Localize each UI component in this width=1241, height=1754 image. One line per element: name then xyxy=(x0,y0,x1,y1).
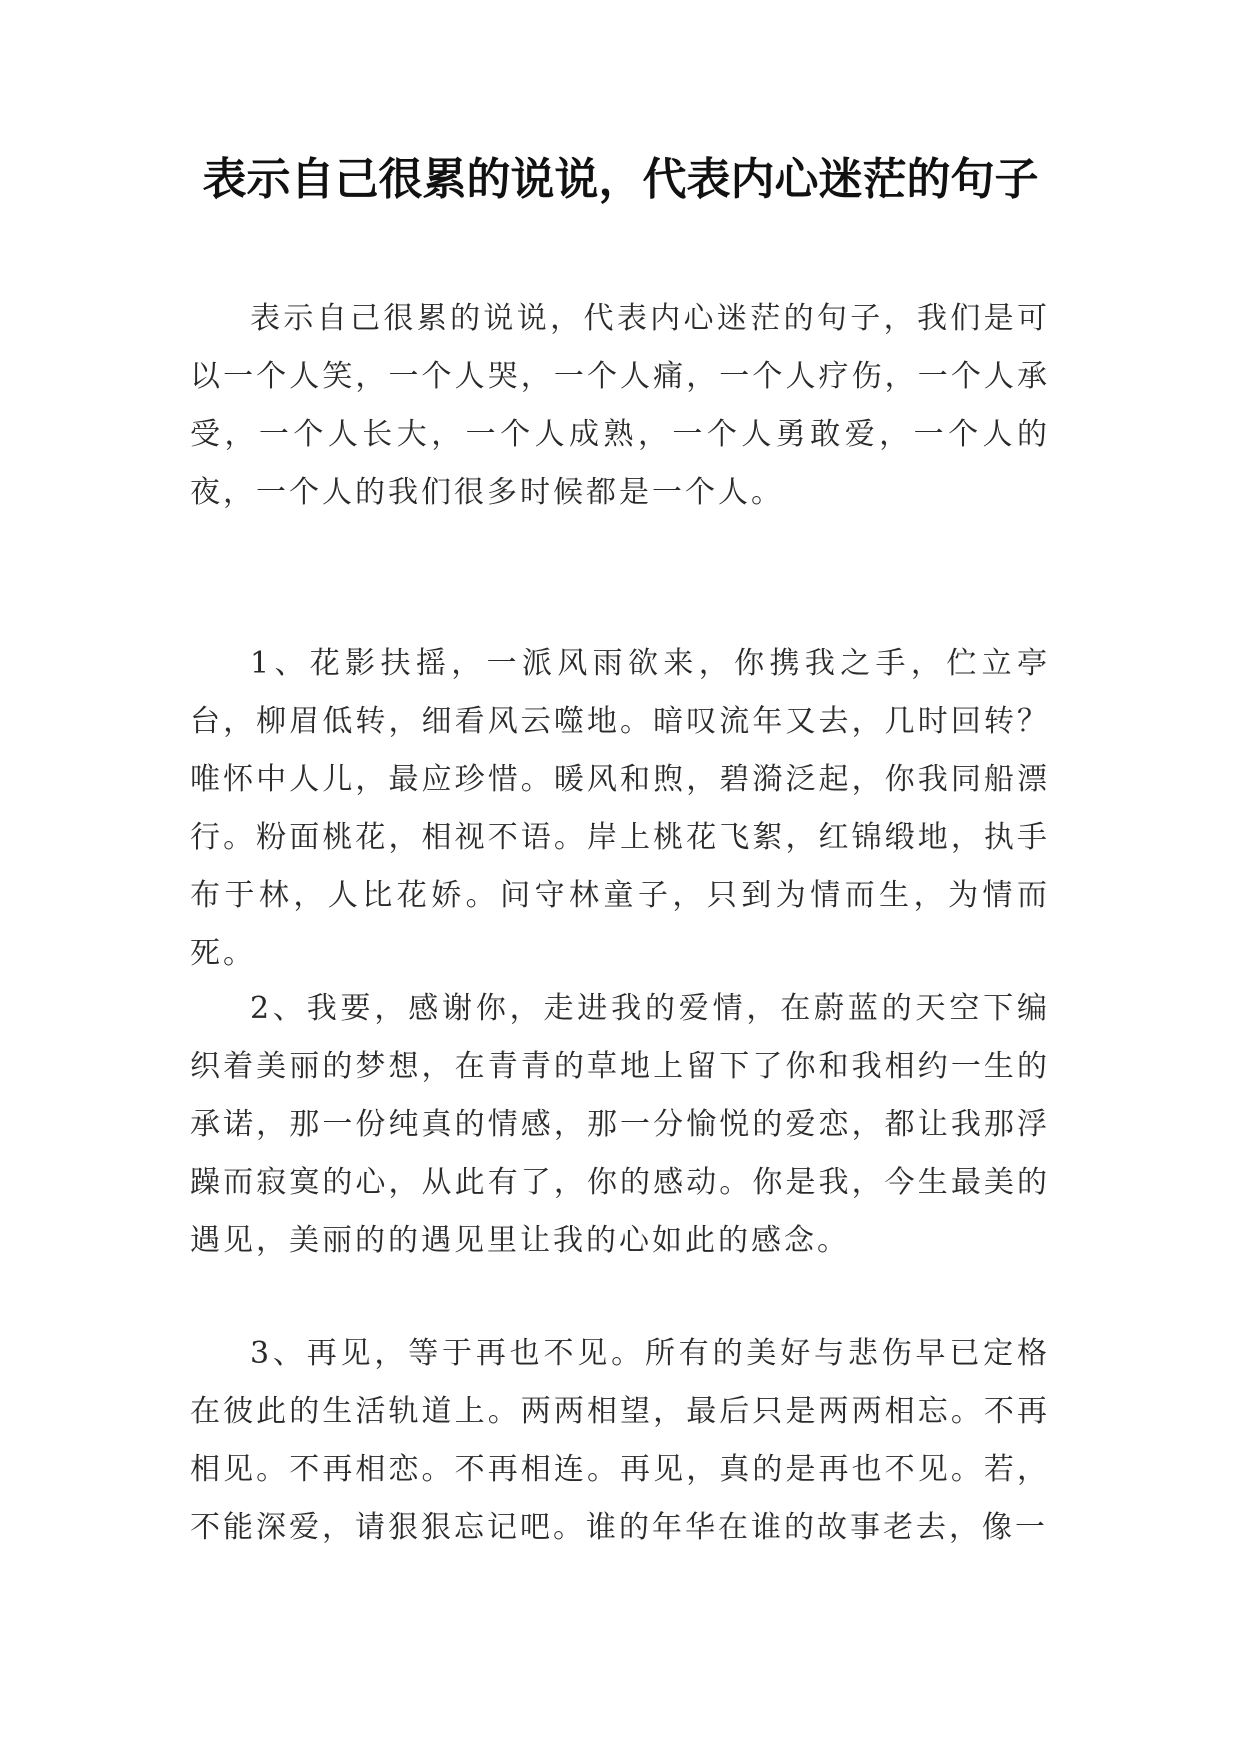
intro-paragraph-block xyxy=(190,290,1050,522)
quote-paragraph-3: 3、再见，等于再也不见。所有的美好与悲伤早已定格在彼此的生活轨道上。两两相望，最后只是两两相忘。不再相见。不再相恋。不再相连。再见，真的是再也不见。若，不能深爱，请狠狠忘记吧。谁的年华在谁的故事老去，像一 xyxy=(190,1336,1050,1545)
page-title: 表示自己很累的说说，代表内心迷茫的句子 xyxy=(202,154,1039,205)
quote-paragraph-2: 2、我要，感谢你，走进我的爱情，在蔚蓝的天空下编织着美丽的梦想，在青青的草地上留下了你和我相约一生的承诺，那一份纯真的情感，那一分愉悦的爱恋，都让我那浮躁而寂寞的心，从此有了，你的感动。你是我，今生最美的遇见，美丽的的遇见里让我的心如此的感念。 xyxy=(190,991,1050,1258)
quote-paragraph-1: 1、花影扶摇，一派风雨欲来，你携我之手，伫立亭台，柳眉低转，细看风云噬地。暗叹流年又去，几时回转？唯怀中人儿，最应珍惜。暖风和煦，碧漪泛起，你我同船漂行。粉面桃花，相视不语。岸上桃花飞絮，红锦缎地，执手布于林，人比花娇。问守林童子，只到为情而生，为情而死。 xyxy=(190,646,1050,971)
list-item xyxy=(190,635,1050,983)
intro-paragraph: 表示自己很累的说说，代表内心迷茫的句子，我们是可以一个人笑，一个人哭，一个人痛，一个人疗伤，一个人承受，一个人长大，一个人成熟，一个人勇敢爱，一个人的夜，一个人的我们很多时候都是一个人。 xyxy=(190,301,1050,510)
list-item xyxy=(190,980,1050,1270)
list-item xyxy=(190,1325,1050,1557)
